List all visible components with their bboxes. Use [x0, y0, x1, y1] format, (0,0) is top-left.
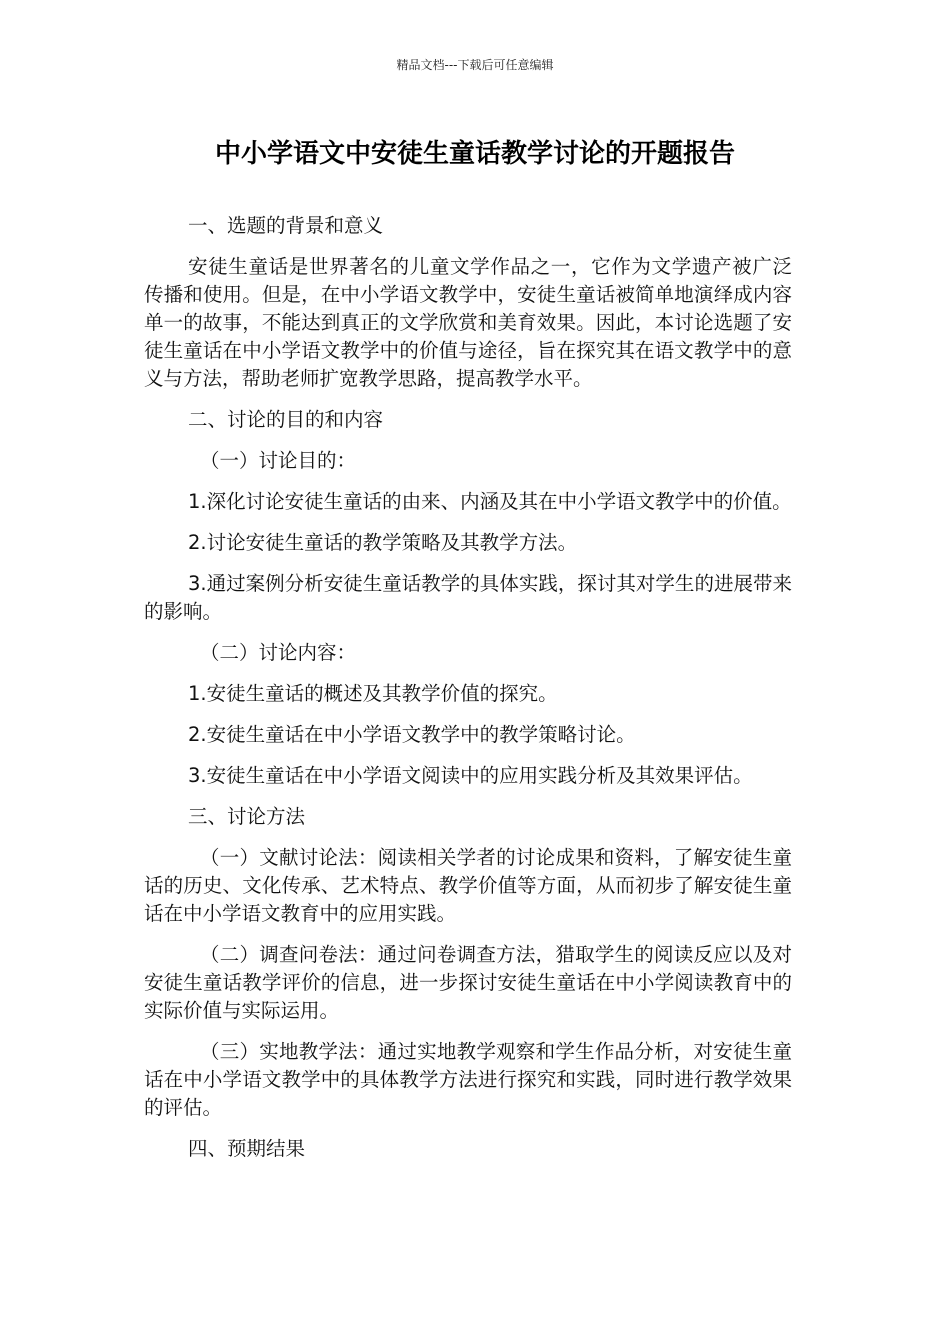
list-item-content-1: 1.安徒生童话的概述及其教学价值的探究。 [188, 682, 558, 705]
list-item-content-3: 3.安徒生童话在中小学语文阅读中的应用实践分析及其效果评估。 [188, 764, 753, 787]
section-heading-background: 一、选题的背景和意义 [188, 214, 384, 237]
list-item-purpose-1: 1.深化讨论安徒生童话的由来、内涵及其在中小学语文教学中的价值。 [188, 490, 792, 513]
list-item-purpose-3: 3.通过案例分析安徒生童话教学的具体实践，探讨其对学生的进展带来的影响。 [144, 572, 792, 623]
list-item-purpose-2: 2.讨论安徒生童话的教学策略及其教学方法。 [188, 531, 578, 554]
section-heading-expected-results: 四、预期结果 [188, 1137, 306, 1160]
subheading-purpose: （一）讨论目的： [200, 449, 357, 472]
paragraph-method-survey: （二）调查问卷法：通过问卷调查方法，猎取学生的阅读反应以及对安徒生童话教学评价的信息，进一步探讨安徒生童话在中小学阅读教育中的实际价值与实际运用。 [144, 943, 792, 1022]
paragraph-method-fieldwork: （三）实地教学法：通过实地教学观察和学生作品分析，对安徒生童话在中小学语文教学中的具体教学方法进行探究和实践，同时进行教学效果的评估。 [144, 1040, 792, 1119]
paragraph-method-literature: （一）文献讨论法：阅读相关学者的讨论成果和资料，了解安徒生童话的历史、文化传承、艺术特点、教学价值等方面，从而初步了解安徒生童话在中小学语文教育中的应用实践。 [144, 846, 792, 925]
document-title: 中小学语文中安徒生童话教学讨论的开题报告 [214, 139, 735, 169]
page-header: 精品文档---下载后可任意编辑 [396, 58, 554, 72]
paragraph-background: 安徒生童话是世界著名的儿童文学作品之一，它作为文学遗产被广泛传播和使用。但是，在中小学语文教学中，安徒生童话被简单地演绎成内容单一的故事，不能达到真正的文学欣赏和美育效果。因此，本讨论选题了安徒生童话在中小学语文教学中的价值与途径，旨在探究其在语文教学中的意义与方法，帮助老师扩宽教学思路，提高教学水平。 [144, 255, 792, 390]
section-heading-purpose: 二、讨论的目的和内容 [188, 408, 384, 431]
section-heading-methods: 三、讨论方法 [188, 805, 306, 828]
list-item-content-2: 2.安徒生童话在中小学语文教学中的教学策略讨论。 [188, 723, 636, 746]
document-body [144, 212, 792, 1176]
subheading-content: （二）讨论内容： [200, 641, 357, 664]
